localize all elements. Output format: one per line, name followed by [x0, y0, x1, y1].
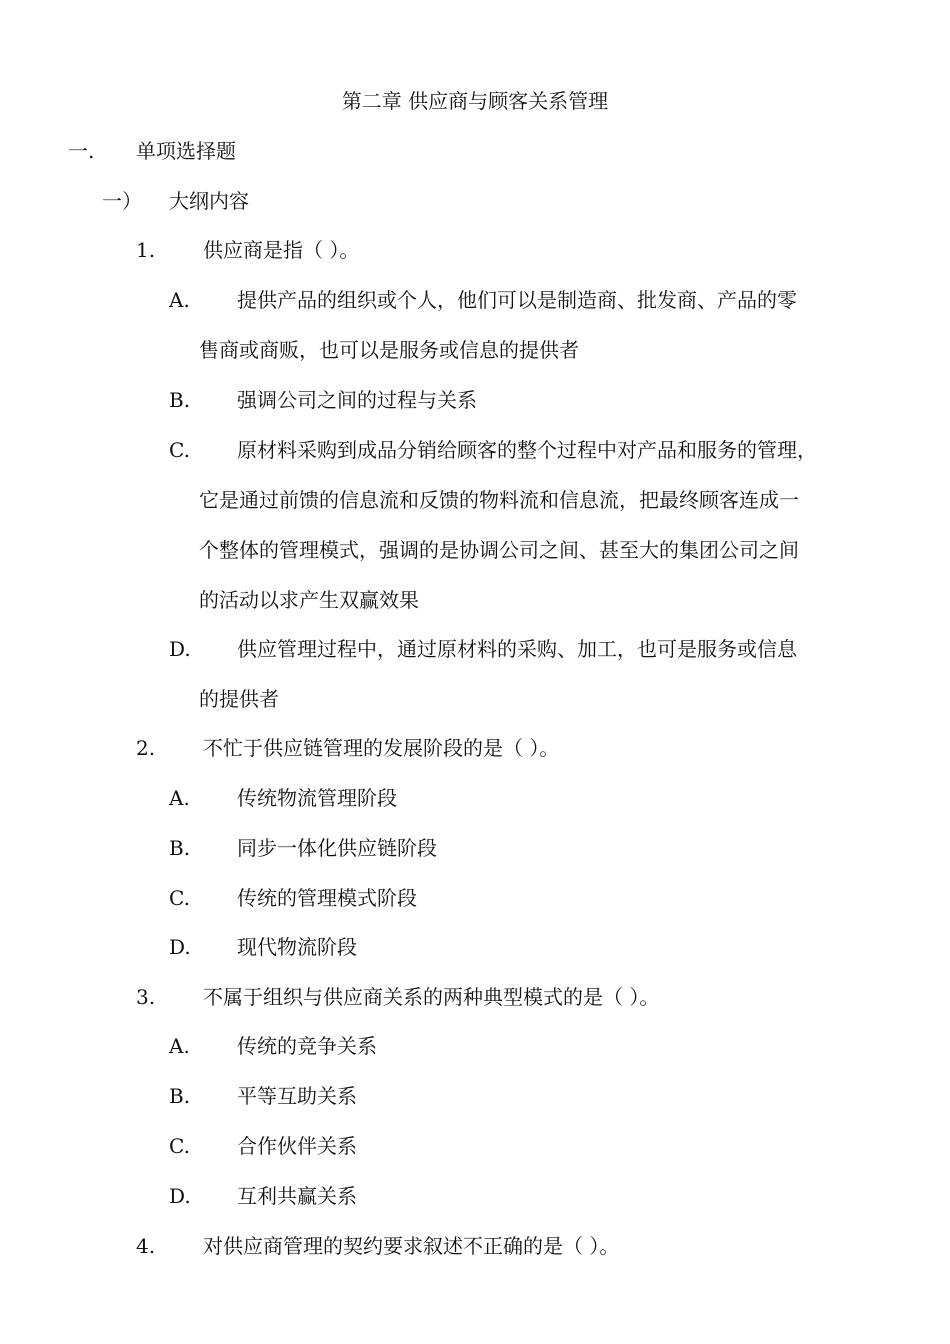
option-letter: C.	[169, 886, 190, 910]
subsection-text: 大纲内容	[169, 189, 249, 213]
option-text: 合作伙伴关系	[237, 1134, 357, 1158]
option-text: 原材料采购到成品分销给顾客的整个过程中对产品和服务的管理，	[237, 438, 817, 462]
question-text: 不属于组织与供应商关系的两种典型模式的是（ ）。	[203, 985, 660, 1009]
option-text: 传统的竞争关系	[237, 1034, 377, 1058]
option-text: 传统物流管理阶段	[237, 786, 397, 810]
option-text: 它是通过前馈的信息流和反馈的物料流和信息流，把最终顾客连成一	[199, 488, 799, 512]
option-text: 的活动以求产生双赢效果	[199, 588, 419, 612]
option-letter: D.	[169, 1184, 191, 1208]
option-letter: B.	[169, 836, 191, 860]
question-number: 2.	[136, 736, 156, 760]
option-text: 平等互助关系	[237, 1084, 357, 1108]
question-text: 供应商是指（ ）。	[203, 238, 360, 262]
option-text: 提供产品的组织或个人，他们可以是制造商、批发商、产品的零	[237, 288, 797, 312]
subsection-marker: 一）	[102, 189, 142, 213]
option-letter: C.	[169, 438, 190, 462]
option-letter: A.	[169, 288, 190, 312]
option-text: 供应管理过程中，通过原材料的采购、加工，也可是服务或信息	[237, 637, 797, 661]
option-letter: A.	[169, 786, 190, 810]
page-title: 第二章 供应商与顾客关系管理	[341, 89, 609, 113]
option-text: 现代物流阶段	[237, 935, 357, 959]
option-letter: D.	[169, 935, 191, 959]
option-letter: C.	[169, 1134, 190, 1158]
option-text: 售商或商贩，也可以是服务或信息的提供者	[199, 338, 579, 362]
option-letter: B.	[169, 1084, 191, 1108]
section-text: 单项选择题	[136, 139, 236, 163]
option-text: 的提供者	[199, 687, 279, 711]
section-marker: 一.	[68, 139, 95, 163]
option-letter: D.	[169, 637, 191, 661]
option-text: 个整体的管理模式，强调的是协调公司之间、甚至大的集团公司之间	[199, 538, 799, 562]
option-letter: A.	[169, 1034, 190, 1058]
question-text: 对供应商管理的契约要求叙述不正确的是（ ）。	[203, 1234, 620, 1258]
option-text: 互利共赢关系	[237, 1184, 357, 1208]
option-text: 强调公司之间的过程与关系	[237, 388, 477, 412]
option-text: 同步一体化供应链阶段	[237, 836, 437, 860]
question-number: 4.	[136, 1234, 156, 1258]
option-text: 传统的管理模式阶段	[237, 886, 417, 910]
question-text: 不忙于供应链管理的发展阶段的是（ ）。	[203, 736, 560, 760]
option-letter: B.	[169, 388, 191, 412]
question-number: 3.	[136, 985, 156, 1009]
question-number: 1.	[136, 238, 156, 262]
